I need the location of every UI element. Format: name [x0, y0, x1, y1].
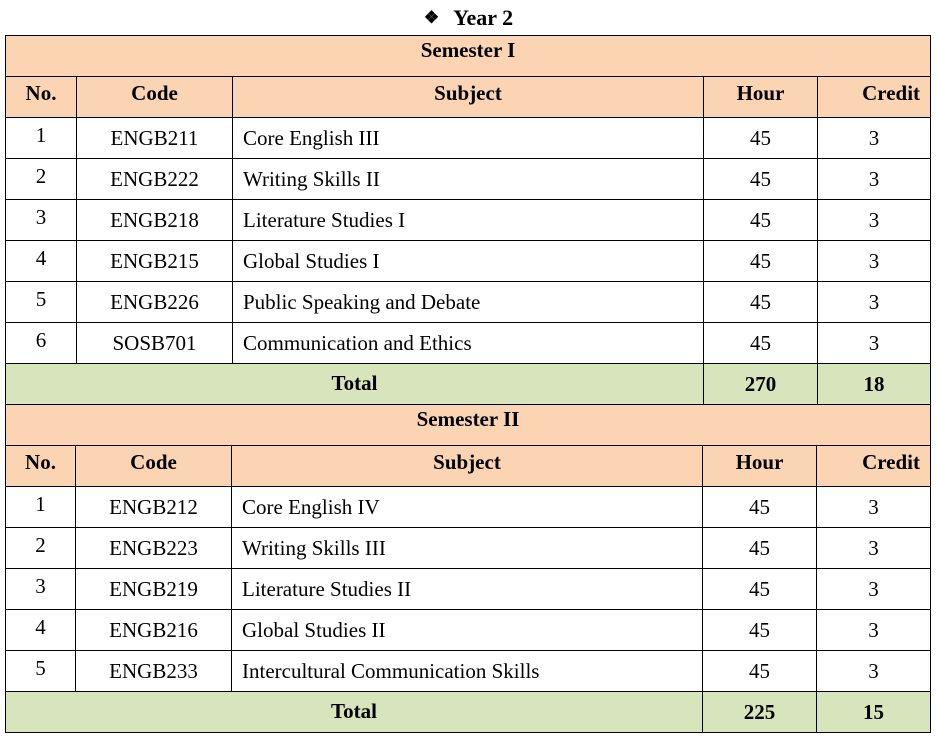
total-label: Total — [6, 692, 703, 733]
col-code: Code — [77, 77, 233, 118]
table-row — [6, 569, 931, 610]
row-credit: 3 — [818, 118, 931, 159]
row-subject: Writing Skills III — [232, 528, 703, 569]
row-credit: 3 — [818, 282, 931, 323]
total-credit: 15 — [817, 692, 931, 733]
row-credit: 3 — [818, 159, 931, 200]
row-no: 2 — [6, 159, 77, 200]
row-credit: 3 — [817, 651, 931, 692]
col-hour: Hour — [704, 77, 818, 118]
row-no: 4 — [6, 241, 77, 282]
semester-1-table — [5, 35, 931, 405]
table-row — [6, 200, 931, 241]
row-subject: Core English III — [233, 118, 704, 159]
row-no: 5 — [6, 651, 76, 692]
row-credit: 3 — [818, 200, 931, 241]
row-no: 1 — [6, 118, 77, 159]
row-code: ENGB216 — [76, 610, 232, 651]
row-code: ENGB219 — [76, 569, 232, 610]
total-hour: 225 — [703, 692, 817, 733]
row-hour: 45 — [703, 487, 817, 528]
row-hour: 45 — [703, 569, 817, 610]
row-subject: Literature Studies I — [233, 200, 704, 241]
row-hour: 45 — [704, 200, 818, 241]
row-code: ENGB222 — [77, 159, 233, 200]
row-credit: 3 — [817, 569, 931, 610]
row-credit: 3 — [817, 610, 931, 651]
row-no: 6 — [6, 323, 77, 364]
row-subject: Public Speaking and Debate — [233, 282, 704, 323]
col-no: No. — [6, 446, 76, 487]
col-hour: Hour — [703, 446, 817, 487]
row-hour: 45 — [703, 651, 817, 692]
diamond-bullet-icon: ❖ — [423, 8, 440, 27]
col-code: Code — [76, 446, 232, 487]
table-row — [6, 282, 931, 323]
row-no: 4 — [6, 610, 76, 651]
row-code: SOSB701 — [77, 323, 233, 364]
col-subject: Subject — [232, 446, 703, 487]
column-header-row — [6, 446, 931, 487]
col-no: No. — [6, 77, 77, 118]
row-hour: 45 — [704, 118, 818, 159]
column-header-row — [6, 77, 931, 118]
row-no: 1 — [6, 487, 76, 528]
table-row — [6, 487, 931, 528]
table-row — [6, 323, 931, 364]
semester-title: Semester II — [6, 405, 931, 446]
table-row — [6, 651, 931, 692]
table-row — [6, 528, 931, 569]
year-heading — [0, 4, 937, 34]
year-title: Year 2 — [453, 5, 514, 30]
row-code: ENGB226 — [77, 282, 233, 323]
row-code: ENGB218 — [77, 200, 233, 241]
row-subject: Writing Skills II — [233, 159, 704, 200]
row-subject: Global Studies I — [233, 241, 704, 282]
row-no: 3 — [6, 569, 76, 610]
table-row — [6, 118, 931, 159]
row-credit: 3 — [817, 528, 931, 569]
row-hour: 45 — [704, 323, 818, 364]
total-credit: 18 — [818, 364, 931, 405]
row-subject: Communication and Ethics — [233, 323, 704, 364]
row-credit: 3 — [817, 487, 931, 528]
row-subject: Core English IV — [232, 487, 703, 528]
row-subject: Intercultural Communication Skills — [232, 651, 703, 692]
row-no: 5 — [6, 282, 77, 323]
total-hour: 270 — [704, 364, 818, 405]
row-credit: 3 — [818, 323, 931, 364]
row-subject: Literature Studies II — [232, 569, 703, 610]
table-row — [6, 159, 931, 200]
total-row — [6, 364, 931, 405]
total-label: Total — [6, 364, 704, 405]
row-no: 2 — [6, 528, 76, 569]
row-subject: Global Studies II — [232, 610, 703, 651]
row-hour: 45 — [704, 159, 818, 200]
row-hour: 45 — [704, 241, 818, 282]
row-no: 3 — [6, 200, 77, 241]
col-subject: Subject — [233, 77, 704, 118]
col-credit: Credit — [818, 77, 931, 118]
row-hour: 45 — [703, 528, 817, 569]
total-row — [6, 692, 931, 733]
row-code: ENGB212 — [76, 487, 232, 528]
row-hour: 45 — [703, 610, 817, 651]
table-row — [6, 241, 931, 282]
row-code: ENGB233 — [76, 651, 232, 692]
row-code: ENGB211 — [77, 118, 233, 159]
table-row — [6, 610, 931, 651]
semester-title: Semester I — [6, 36, 931, 77]
row-credit: 3 — [818, 241, 931, 282]
row-hour: 45 — [704, 282, 818, 323]
col-credit: Credit — [817, 446, 931, 487]
row-code: ENGB215 — [77, 241, 233, 282]
semester-2-table — [5, 404, 931, 733]
row-code: ENGB223 — [76, 528, 232, 569]
